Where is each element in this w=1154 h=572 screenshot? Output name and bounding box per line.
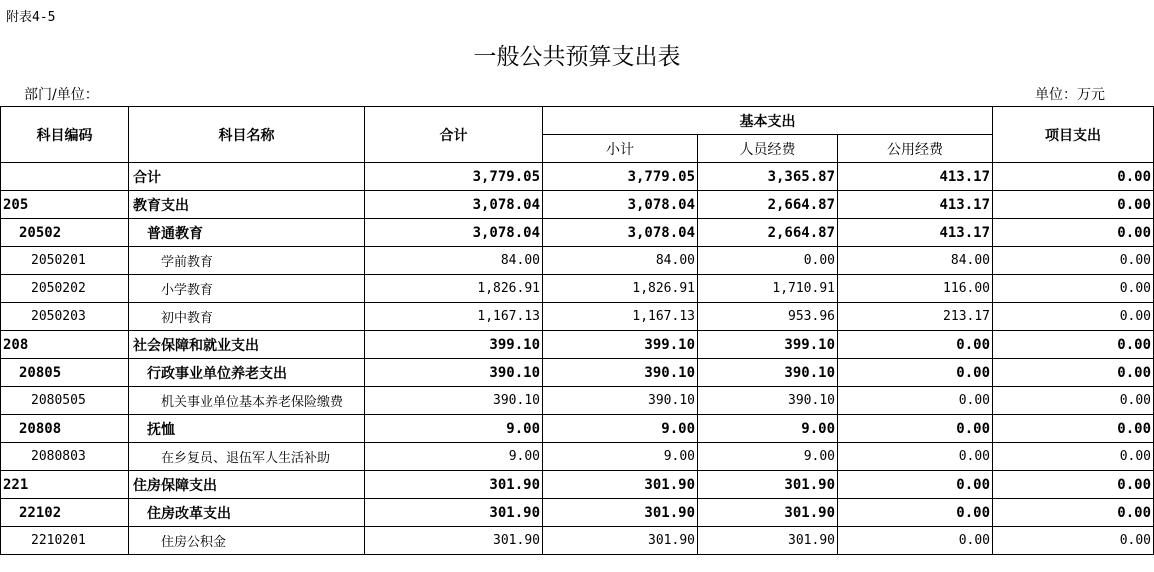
cell-code: 2050201	[1, 247, 129, 275]
cell-personnel: 301.90	[698, 527, 838, 555]
cell-project: 0.00	[993, 275, 1154, 303]
unit-label: 单位：万元	[1035, 87, 1105, 103]
header-basic: 基本支出	[543, 107, 993, 135]
cell-code: 22102	[1, 499, 129, 527]
table-row	[1, 527, 1154, 555]
cell-total: 9.00	[365, 443, 543, 471]
table-row	[1, 359, 1154, 387]
cell-public: 0.00	[838, 443, 993, 471]
table-row	[1, 191, 1154, 219]
table-row	[1, 443, 1154, 471]
cell-name: 学前教育	[129, 247, 365, 275]
cell-subtotal: 1,167.13	[543, 303, 698, 331]
cell-name: 教育支出	[129, 191, 365, 219]
cell-project: 0.00	[993, 331, 1154, 359]
header-subtotal: 小计	[543, 135, 698, 163]
table-row	[1, 331, 1154, 359]
cell-public: 413.17	[838, 163, 993, 191]
cell-name: 小学教育	[129, 275, 365, 303]
appendix-label: 附表4-5	[6, 10, 56, 25]
cell-personnel: 3,365.87	[698, 163, 838, 191]
header-name: 科目名称	[129, 107, 365, 163]
cell-total: 3,779.05	[365, 163, 543, 191]
cell-subtotal: 390.10	[543, 359, 698, 387]
cell-subtotal: 399.10	[543, 331, 698, 359]
cell-subtotal: 1,826.91	[543, 275, 698, 303]
cell-name: 行政事业单位养老支出	[129, 359, 365, 387]
cell-total: 3,078.04	[365, 219, 543, 247]
cell-code: 20808	[1, 415, 129, 443]
cell-public: 413.17	[838, 219, 993, 247]
cell-total: 390.10	[365, 359, 543, 387]
cell-public: 0.00	[838, 527, 993, 555]
cell-code: 20805	[1, 359, 129, 387]
table-row	[1, 499, 1154, 527]
cell-personnel: 9.00	[698, 443, 838, 471]
cell-project: 0.00	[993, 415, 1154, 443]
cell-project: 0.00	[993, 163, 1154, 191]
header-project: 项目支出	[993, 107, 1154, 163]
cell-name: 社会保障和就业支出	[129, 331, 365, 359]
cell-total: 301.90	[365, 499, 543, 527]
cell-subtotal: 9.00	[543, 443, 698, 471]
table-body	[1, 163, 1154, 555]
cell-public: 84.00	[838, 247, 993, 275]
cell-project: 0.00	[993, 303, 1154, 331]
cell-project: 0.00	[993, 247, 1154, 275]
cell-code	[1, 163, 129, 191]
cell-public: 413.17	[838, 191, 993, 219]
cell-code: 20502	[1, 219, 129, 247]
cell-project: 0.00	[993, 387, 1154, 415]
cell-total: 301.90	[365, 471, 543, 499]
cell-subtotal: 3,078.04	[543, 219, 698, 247]
header-code: 科目编码	[1, 107, 129, 163]
cell-name: 合计	[129, 163, 365, 191]
cell-public: 0.00	[838, 415, 993, 443]
cell-project: 0.00	[993, 359, 1154, 387]
cell-code: 2050202	[1, 275, 129, 303]
table-row	[1, 219, 1154, 247]
cell-code: 205	[1, 191, 129, 219]
header-total: 合计	[365, 107, 543, 163]
cell-total: 390.10	[365, 387, 543, 415]
cell-project: 0.00	[993, 471, 1154, 499]
cell-name: 普通教育	[129, 219, 365, 247]
cell-name: 在乡复员、退伍军人生活补助	[129, 443, 365, 471]
page-title: 一般公共预算支出表	[473, 44, 681, 70]
header-personnel: 人员经费	[698, 135, 838, 163]
cell-subtotal: 301.90	[543, 471, 698, 499]
cell-public: 116.00	[838, 275, 993, 303]
cell-personnel: 301.90	[698, 499, 838, 527]
cell-name: 住房改革支出	[129, 499, 365, 527]
cell-personnel: 1,710.91	[698, 275, 838, 303]
cell-name: 抚恤	[129, 415, 365, 443]
cell-subtotal: 3,078.04	[543, 191, 698, 219]
table-row	[1, 303, 1154, 331]
table-row	[1, 247, 1154, 275]
cell-personnel: 0.00	[698, 247, 838, 275]
cell-name: 初中教育	[129, 303, 365, 331]
cell-public: 0.00	[838, 387, 993, 415]
cell-code: 2050203	[1, 303, 129, 331]
cell-total: 1,167.13	[365, 303, 543, 331]
header-public: 公用经费	[838, 135, 993, 163]
cell-total: 399.10	[365, 331, 543, 359]
cell-project: 0.00	[993, 219, 1154, 247]
cell-personnel: 399.10	[698, 331, 838, 359]
cell-personnel: 2,664.87	[698, 191, 838, 219]
cell-name: 住房保障支出	[129, 471, 365, 499]
cell-name: 机关事业单位基本养老保险缴费	[129, 387, 365, 415]
cell-subtotal: 9.00	[543, 415, 698, 443]
cell-total: 9.00	[365, 415, 543, 443]
cell-public: 213.17	[838, 303, 993, 331]
cell-public: 0.00	[838, 331, 993, 359]
cell-personnel: 390.10	[698, 387, 838, 415]
budget-table	[0, 106, 1154, 555]
cell-subtotal: 390.10	[543, 387, 698, 415]
cell-personnel: 953.96	[698, 303, 838, 331]
cell-code: 2080505	[1, 387, 129, 415]
cell-name: 住房公积金	[129, 527, 365, 555]
cell-personnel: 9.00	[698, 415, 838, 443]
cell-subtotal: 84.00	[543, 247, 698, 275]
cell-subtotal: 3,779.05	[543, 163, 698, 191]
table-row	[1, 387, 1154, 415]
cell-personnel: 301.90	[698, 471, 838, 499]
table-row	[1, 471, 1154, 499]
cell-total: 84.00	[365, 247, 543, 275]
cell-project: 0.00	[993, 499, 1154, 527]
cell-total: 3,078.04	[365, 191, 543, 219]
cell-subtotal: 301.90	[543, 499, 698, 527]
table-row	[1, 163, 1154, 191]
department-label: 部门/单位：	[24, 87, 99, 103]
table-row	[1, 275, 1154, 303]
cell-total: 301.90	[365, 527, 543, 555]
cell-public: 0.00	[838, 499, 993, 527]
cell-code: 2210201	[1, 527, 129, 555]
cell-subtotal: 301.90	[543, 527, 698, 555]
cell-public: 0.00	[838, 359, 993, 387]
cell-public: 0.00	[838, 471, 993, 499]
cell-code: 208	[1, 331, 129, 359]
cell-project: 0.00	[993, 527, 1154, 555]
cell-project: 0.00	[993, 191, 1154, 219]
table-row	[1, 415, 1154, 443]
cell-total: 1,826.91	[365, 275, 543, 303]
cell-project: 0.00	[993, 443, 1154, 471]
cell-personnel: 390.10	[698, 359, 838, 387]
cell-code: 2080803	[1, 443, 129, 471]
cell-personnel: 2,664.87	[698, 219, 838, 247]
cell-code: 221	[1, 471, 129, 499]
